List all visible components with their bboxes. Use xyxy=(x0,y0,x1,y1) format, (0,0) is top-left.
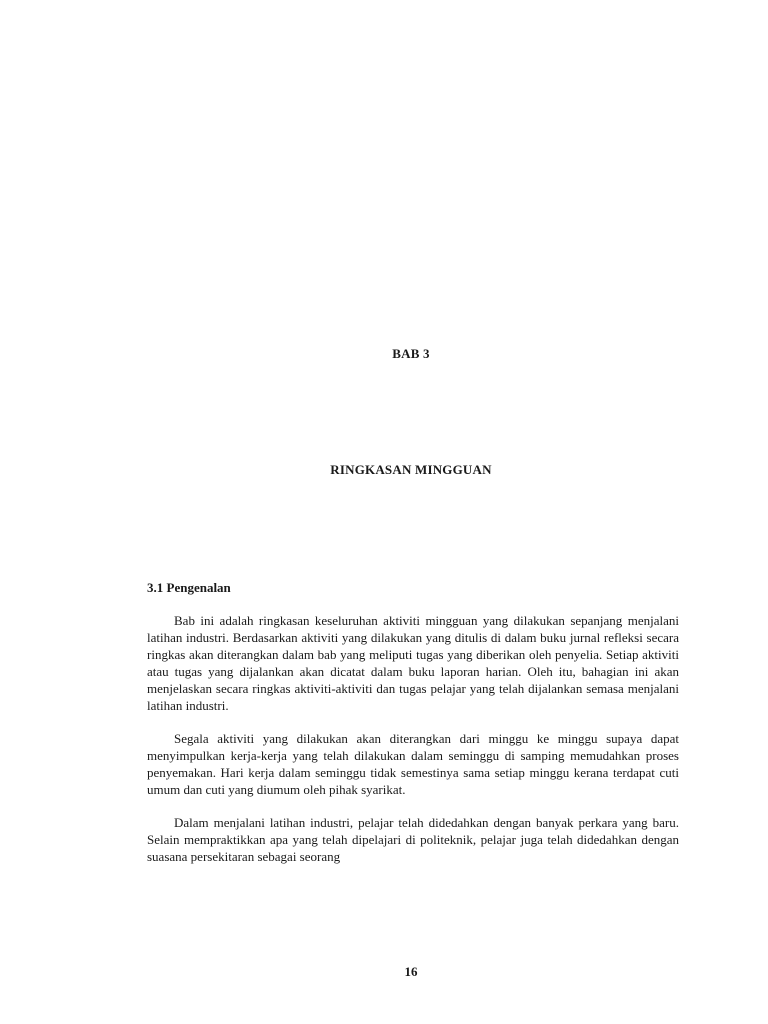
chapter-title: RINGKASAN MINGGUAN xyxy=(330,462,492,477)
chapter-number: BAB 3 xyxy=(392,346,430,361)
paragraph: Dalam menjalani latihan industri, pelajar telah didedahkan dengan banyak perkara yang baru. Selain mempraktikkan apa yang telah dipelajari di politeknik, pelajar juga telah didedahkan dengan suasana persekitaran sebagai seorang xyxy=(147,815,679,864)
paragraph: Segala aktiviti yang dilakukan akan diterangkan dari minggu ke minggu supaya dapat menyimpulkan kerja-kerja yang telah dilakukan dalam seminggu di samping memudahkan proses penyemakan. Hari kerja dalam seminggu tidak semestinya sama setiap minggu kerana terdapat cuti umum dan cuti yang diumum oleh pihak syarikat. xyxy=(147,731,679,797)
section-heading: 3.1 Pengenalan xyxy=(147,580,231,595)
paragraph: Bab ini adalah ringkasan keseluruhan aktiviti mingguan yang dilakukan sepanjang menjalani latihan industri. Berdasarkan aktiviti yang dilakukan yang ditulis di dalam buku jurnal refleksi secara ringkas akan diterangkan dalam bab yang meliputi tugas yang diberikan oleh penyelia. Setiap aktiviti atau tugas yang dijalankan akan dicatat dalam buku laporan harian. Oleh itu, bahagian ini akan menjelaskan secara ringkas aktiviti-aktiviti dan tugas pelajar yang telah dijalankan semasa menjalani latihan industri. xyxy=(147,613,679,713)
page-number: 16 xyxy=(404,964,418,979)
section-introduction xyxy=(147,580,679,881)
